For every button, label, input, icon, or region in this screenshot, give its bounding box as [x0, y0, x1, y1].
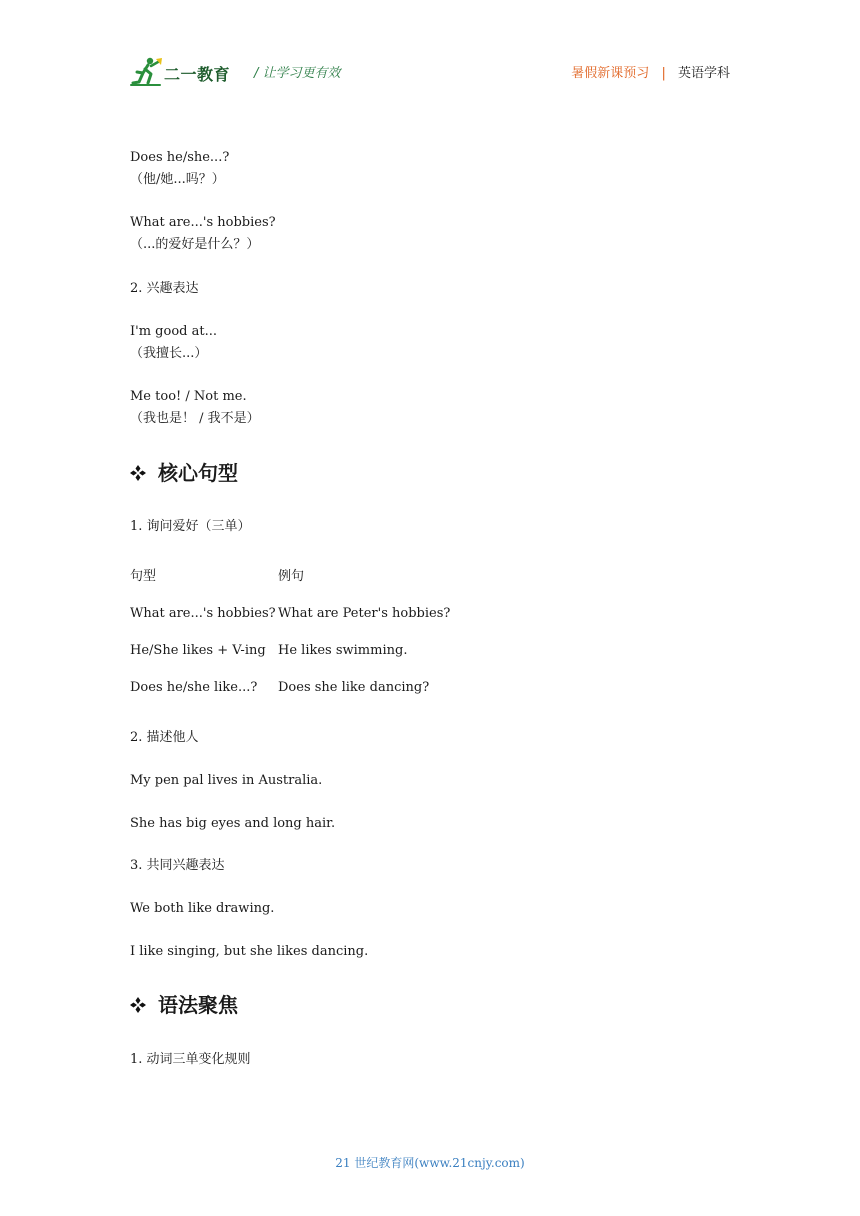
table-cell-example: What are Peter's hobbies? [278, 606, 451, 621]
question-2-en: What are...'s hobbies? [130, 215, 276, 230]
describe-line-2: She has big eyes and long hair. [130, 816, 336, 831]
question-1-en: Does he/she...? [130, 150, 230, 165]
header-course: 暑假新课预习 [571, 66, 650, 81]
section-title-grammar-text: 语法聚焦 [158, 993, 238, 1017]
header-subject: 英语学科 [677, 66, 730, 81]
section-title-core-text: 核心句型 [158, 461, 238, 485]
table-cell-pattern: He/She likes + V-ing [130, 643, 266, 658]
diamond-bullet-icon [130, 465, 146, 481]
core-subheading-3: 3. 共同兴趣表达 [130, 858, 225, 873]
section-title-grammar [130, 992, 238, 1018]
interest-expression-2-zh: （我也是！ / 我不是） [130, 411, 260, 426]
page-footer: 21 世纪教育网(www.21cnjy.com) [335, 1156, 525, 1170]
header-slogan: / 让学习更有效 [254, 66, 341, 81]
table-header-pattern: 句型 [130, 569, 157, 584]
section-title-core [130, 460, 238, 486]
header-course-info [571, 62, 730, 81]
interest-expression-1-zh: （我擅长...） [130, 346, 208, 361]
shared-interest-line-1: We both like drawing. [130, 901, 275, 916]
runner-logo-icon [130, 56, 164, 88]
table-cell-pattern: What are...'s hobbies? [130, 606, 276, 621]
question-1-zh: （他/她...吗？） [130, 172, 225, 187]
interest-expression-1-en: I'm good at... [130, 324, 217, 339]
logo-text: 二一教育 [164, 65, 231, 84]
page-header [130, 52, 730, 92]
describe-line-1: My pen pal lives in Australia. [130, 773, 323, 788]
interest-expression-2-en: Me too! / Not me. [130, 389, 247, 404]
table-cell-pattern: Does he/she like...? [130, 680, 258, 695]
core-subheading-2: 2. 描述他人 [130, 730, 199, 745]
table-header-example: 例句 [278, 569, 305, 584]
diamond-bullet-icon [130, 997, 146, 1013]
logo [130, 56, 248, 88]
interest-heading: 2. 兴趣表达 [130, 281, 199, 296]
header-separator: | [661, 66, 666, 81]
grammar-subheading-1: 1. 动词三单变化规则 [130, 1052, 251, 1067]
core-subheading-1: 1. 询问爱好（三单） [130, 519, 251, 534]
table-cell-example: Does she like dancing? [278, 680, 430, 695]
table-cell-example: He likes swimming. [278, 643, 408, 658]
shared-interest-line-2: I like singing, but she likes dancing. [130, 944, 369, 959]
question-2-zh: （...的爱好是什么？） [130, 237, 260, 252]
